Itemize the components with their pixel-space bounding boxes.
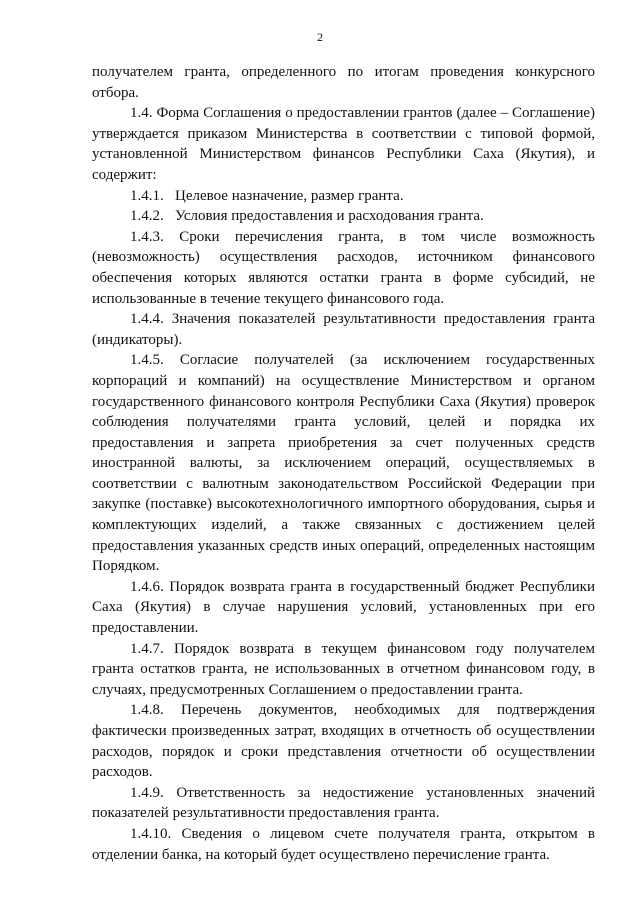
- paragraph-1-4-1: [92, 186, 595, 207]
- paragraph-text: Перечень документов, необходимых для подтверждения фактически произведенных затрат, входящих в отчетность об осуществлении расходов, порядок и сроки представления отчетности об осуществлении расходов.: [92, 702, 595, 781]
- paragraph-1-4-7: [92, 639, 595, 701]
- paragraph-text: Согласие получателей (за исключением государственных корпораций и компаний) на осуществление Министерством и органом государственного финансового контроля Республики Саха (Якутия) проверок соблюдения получателями гранта условий, целей и порядка их предоставления и запрета приобретения за счет полученных средств иностранной валюты, за исключением операций, осуществляемых в соответствии с валютным законодательством Российской Федерации при закупке (поставке) высокотехнологичного импортного оборудования, сырья и комплектующих изделий, а также связанных с достижением целей предоставления указанных средств иных операций, определенных настоящим Порядком.: [92, 352, 595, 575]
- paragraph-1-4-3: [92, 227, 595, 309]
- paragraph-1-4-4: [92, 309, 595, 350]
- paragraph-number: 1.4.6.: [130, 578, 164, 595]
- paragraph-1-4-6: [92, 577, 595, 639]
- paragraph-1-4: [92, 103, 595, 185]
- page-number: 2: [317, 30, 323, 44]
- paragraph-1-4-9: [92, 783, 595, 824]
- paragraph-1-4-10: [92, 824, 595, 865]
- paragraph-number: 1.4.8.: [130, 702, 164, 719]
- paragraph-text: Форма Соглашения о предоставлении грантов (далее – Соглашение) утверждается приказом Министерства в соответствии с типовой формой, установленной Министерством финансов Республики Саха (Якутия), и содержит:: [92, 105, 596, 183]
- paragraph-number: 1.4.7.: [130, 640, 164, 657]
- paragraph-1-4-2: [92, 206, 595, 227]
- paragraph-number: 1.4.9.: [130, 784, 164, 801]
- paragraph-continuation: [92, 62, 595, 103]
- paragraph-number: 1.4.10.: [130, 825, 172, 842]
- paragraph-text: получателем гранта, определенного по итогам проведения конкурсного отбора.: [92, 64, 595, 101]
- paragraph-text: Целевое назначение, размер гранта.: [175, 187, 404, 204]
- paragraph-text: Сроки перечисления гранта, в том числе возможность (невозможность) осуществления расходов, источником финансового обеспечения которых являются остатки гранта в форме субсидий, не использованные в течение текущего финансового года.: [92, 228, 596, 307]
- paragraph-text: Ответственность за недостижение установленных значений показателей результативности предоставления гранта.: [92, 784, 596, 822]
- paragraph-text: Сведения о лицевом счете получателя гранта, открытом в отделении банка, на который будет осуществлено перечисление гранта.: [92, 825, 595, 863]
- document-body: [92, 62, 595, 865]
- paragraph-text: Условия предоставления и расходования гранта.: [175, 208, 484, 225]
- paragraph-number: 1.4.4.: [130, 311, 164, 328]
- paragraph-text: Порядок возврата гранта в государственный бюджет Республики Саха (Якутия) в случае нарушения условий, установленных при его предоставлении.: [92, 578, 595, 637]
- paragraph-number: 1.4.1.: [130, 187, 164, 204]
- paragraph-number: 1.4.2.: [130, 208, 164, 225]
- paragraph-1-4-5: [92, 350, 595, 577]
- paragraph-number: 1.4.3.: [130, 228, 164, 245]
- paragraph-1-4-8: [92, 700, 595, 782]
- paragraph-number: 1.4.: [130, 105, 153, 122]
- paragraph-text: Порядок возврата в текущем финансовом году получателем гранта остатков гранта, не использованных в отчетном финансовом году, в случаях, предусмотренных Соглашением о предоставлении гранта.: [92, 640, 595, 698]
- paragraph-text: Значения показателей результативности предоставления гранта (индикаторы).: [92, 311, 596, 348]
- paragraph-number: 1.4.5.: [130, 352, 164, 369]
